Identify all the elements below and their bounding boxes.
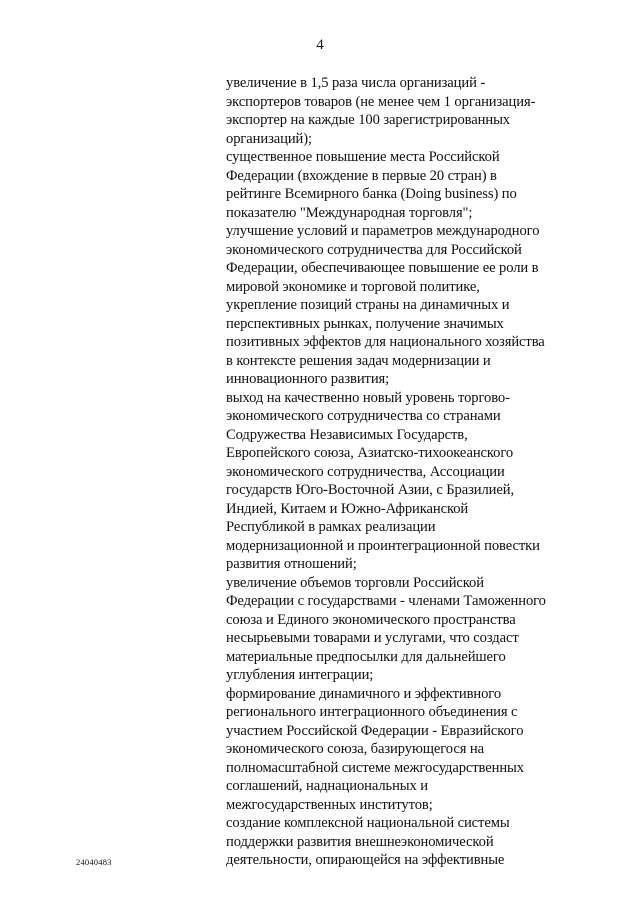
text-line: межгосударственных институтов; <box>226 796 433 813</box>
text-line: углубления интеграции; <box>226 667 374 683</box>
text-line: Федерации (вхождение в первые 20 стран) в <box>226 167 497 184</box>
text-line: показателю "Международная торговля"; <box>226 204 473 221</box>
text-line: экономического сотрудничества для Российской <box>226 241 522 258</box>
text-line: увеличение объемов торговли Российской <box>226 574 484 591</box>
text-line: экономического сотрудничества со странами <box>226 408 501 424</box>
text-line: регионального интеграционного объединения с <box>226 704 518 720</box>
text-line: Федерации с государствами - членами Таможенного <box>226 593 546 609</box>
text-line: деятельности, опирающейся на эффективные <box>226 852 505 868</box>
text-line: существенное повышение места Российской <box>226 149 500 165</box>
text-line: развития отношений; <box>226 556 357 572</box>
text-line: улучшение условий и параметров международного <box>226 223 540 239</box>
text-line: союза и Единого экономического пространства <box>226 611 516 628</box>
text-line: поддержки развития внешнеэкономической <box>226 833 494 850</box>
text-line: Европейского союза, Азиатско-тихоокеанского <box>226 445 514 461</box>
text-line: Федерации, обеспечивающее повышение ее роли в <box>226 260 539 276</box>
document-registration-code: 24040483 <box>76 857 112 867</box>
text-line: создание комплексной национальной системы <box>226 815 510 831</box>
text-line: мировой экономике и торговой политике, <box>226 278 480 295</box>
text-line: участием Российской Федерации - Евразийского <box>226 722 524 739</box>
text-line: Республикой в рамках реализации <box>226 519 436 535</box>
text-line: увеличение в 1,5 раза числа организаций - <box>226 75 486 91</box>
text-line: формирование динамичного и эффективного <box>226 685 502 702</box>
text-line: государств Юго-Восточной Азии, с Бразилией, <box>226 482 515 498</box>
document-body-text <box>226 74 606 870</box>
text-line: перспективных рынках, получение значимых <box>226 315 504 332</box>
text-line: в контексте решения задач модернизации и <box>226 352 491 369</box>
text-line: экономического союза, базирующегося на <box>226 741 484 757</box>
text-line: несырьевыми товарами и услугами, что создаст <box>226 630 519 646</box>
text-line: Индией, Китаем и Южно-Африканской <box>226 500 469 517</box>
text-line: полномасштабной системе межгосударственных <box>226 759 524 776</box>
page-number: 4 <box>316 37 324 53</box>
text-line: Содружества Независимых Государств, <box>226 426 468 443</box>
text-line: экспортер на каждые 100 зарегистрированных <box>226 112 510 128</box>
text-line: организаций); <box>226 130 312 147</box>
text-line: соглашений, наднациональных и <box>226 778 428 794</box>
text-line: модернизационной и проинтеграционной повестки <box>226 537 540 554</box>
text-line: инновационного развития; <box>226 371 390 387</box>
text-line: позитивных эффектов для национального хозяйства <box>226 334 545 350</box>
text-line: рейтинге Всемирного банка (Doing business) по <box>226 186 517 202</box>
text-line: экономического сотрудничества, Ассоциации <box>226 463 505 480</box>
text-line: выход на качественно новый уровень торгово- <box>226 389 510 406</box>
text-line: укрепление позиций страны на динамичных и <box>226 297 510 313</box>
text-line: экспортеров товаров (не менее чем 1 организация- <box>226 93 536 110</box>
text-line: материальные предпосылки для дальнейшего <box>226 648 506 665</box>
